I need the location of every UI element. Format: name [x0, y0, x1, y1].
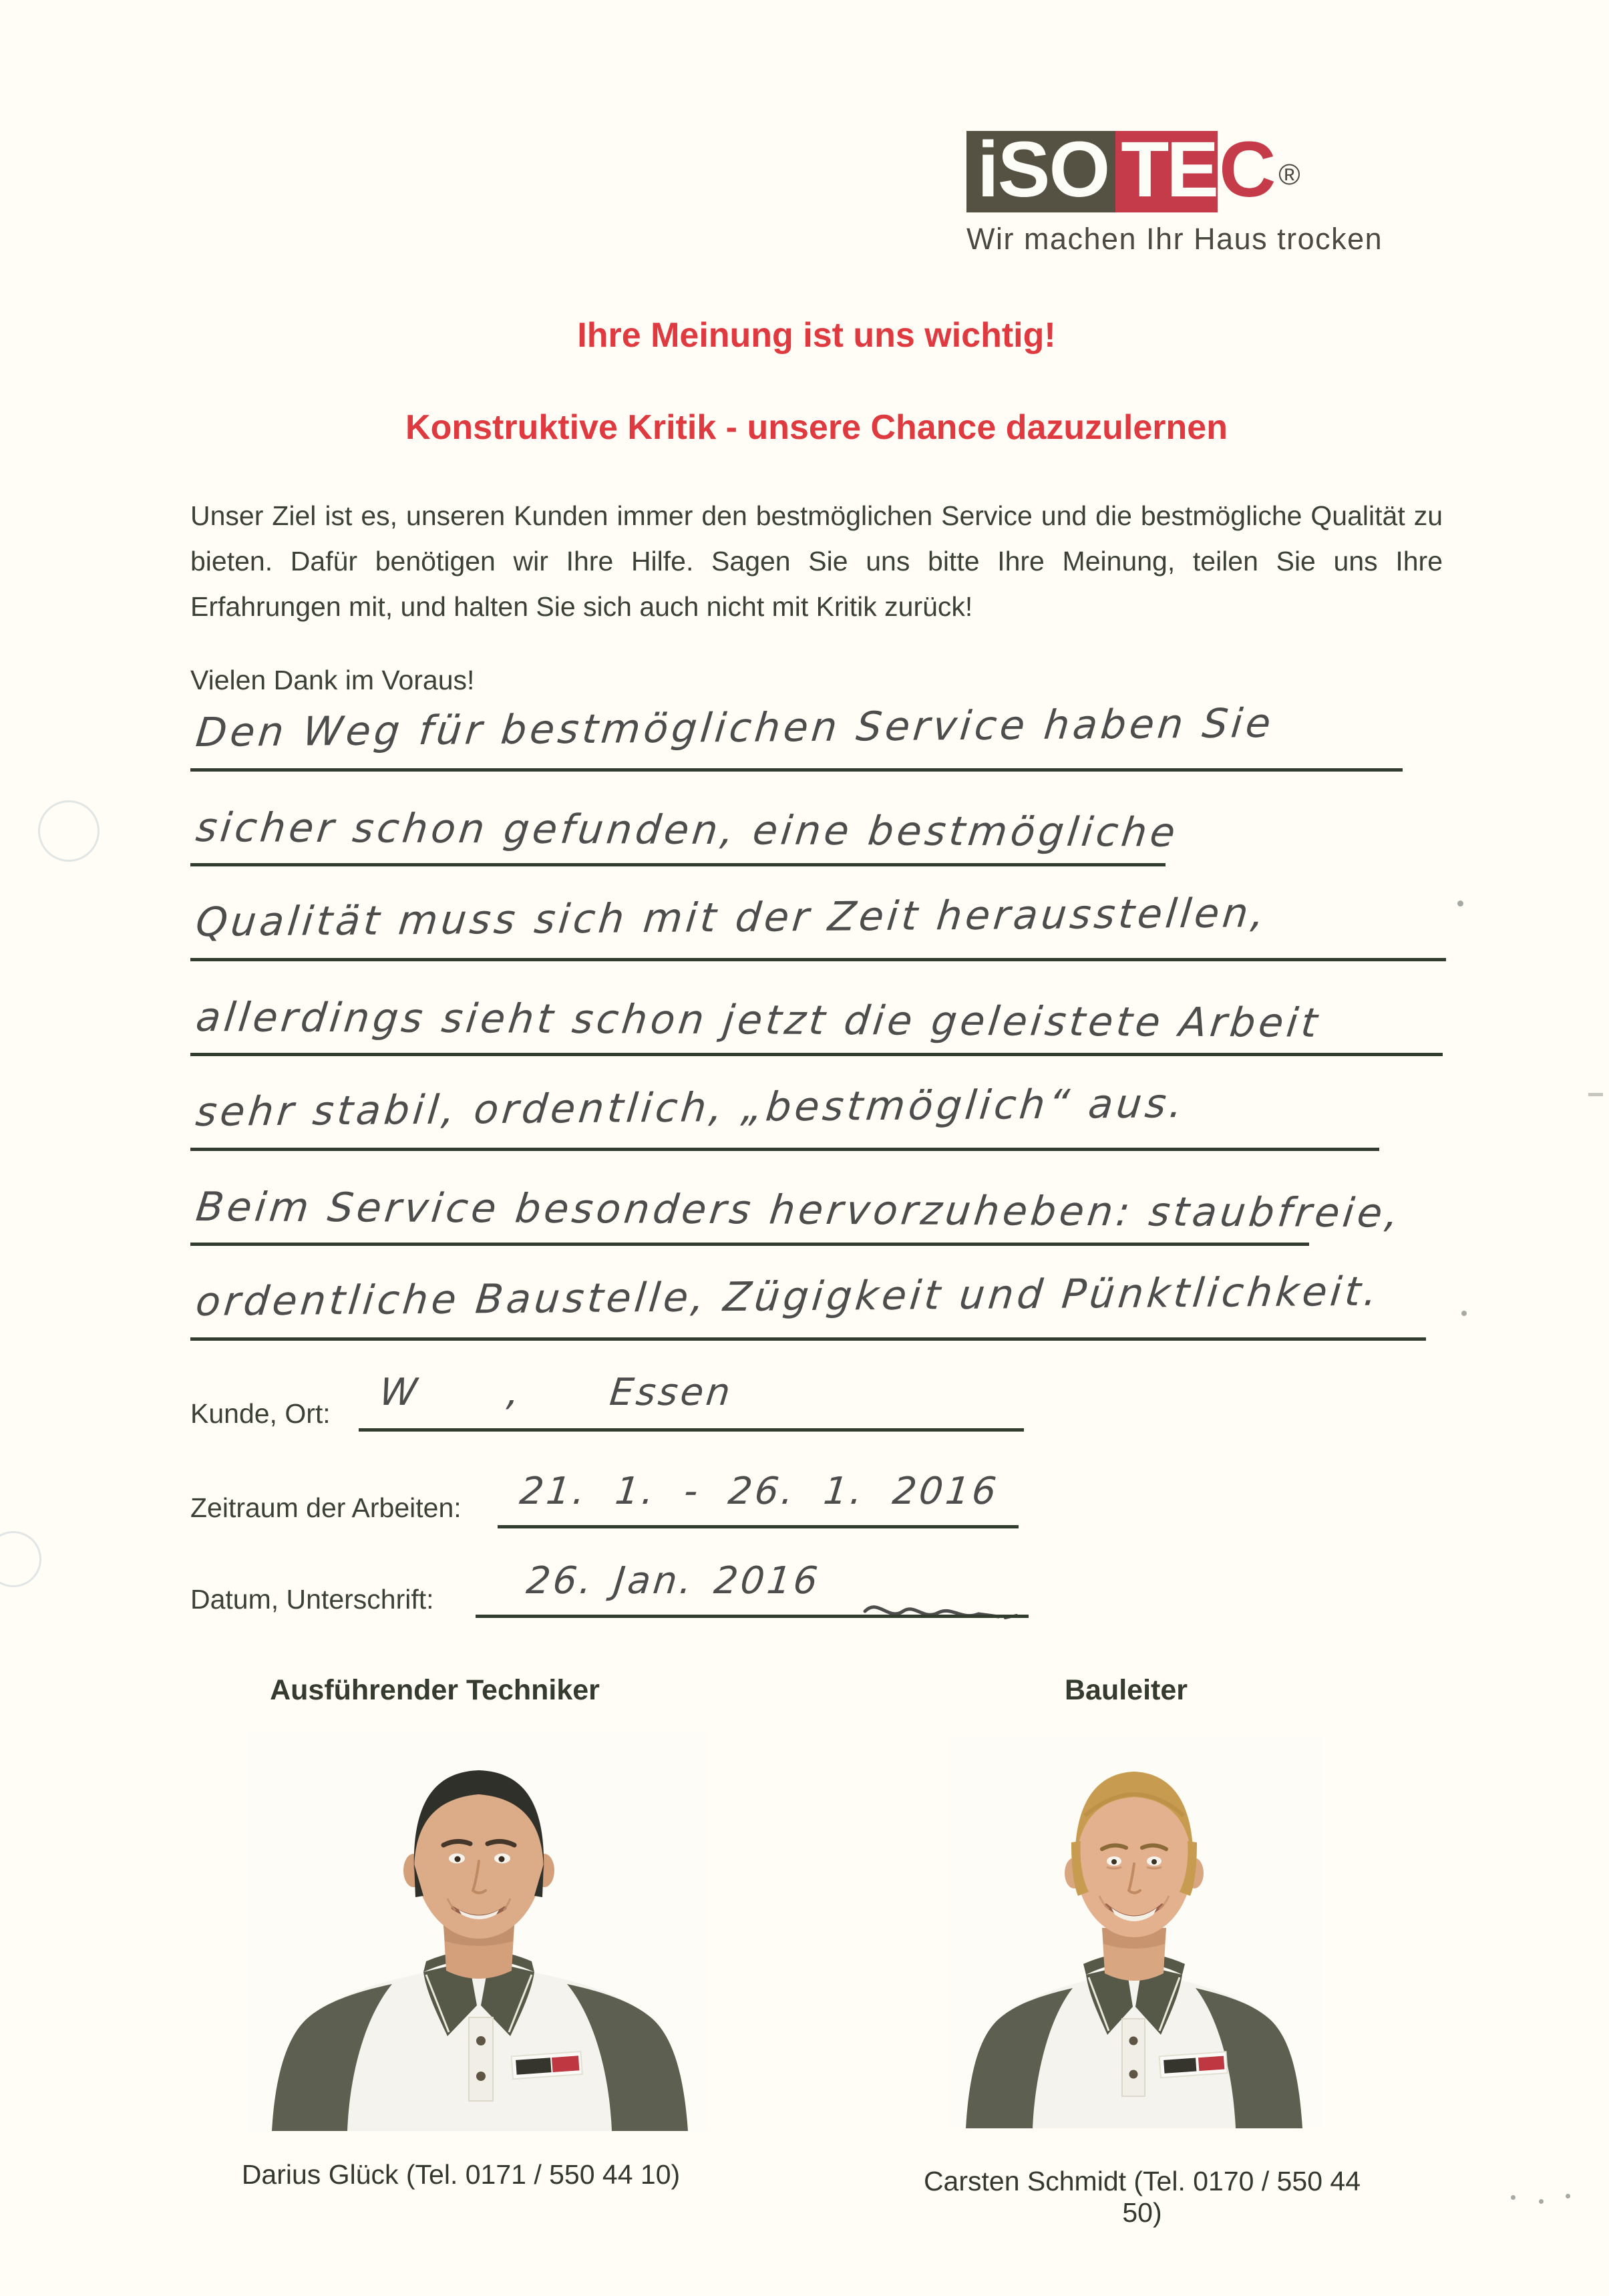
field-value-datum: 26. Jan. 2016: [524, 1559, 823, 1603]
logo-c-letter: C: [1219, 126, 1276, 214]
isotec-logo: [966, 126, 1383, 257]
feedback-line: Den Weg für bestmöglichen Service haben Sie: [194, 699, 1276, 756]
field-label-kunde-ort: Kunde, Ort:: [190, 1398, 331, 1429]
staff-role-bauleiter: Bauleiter: [1064, 1674, 1188, 1706]
logo-tec-block: TE: [1115, 131, 1218, 212]
ruled-line: [190, 1243, 1309, 1246]
ruled-line: [190, 1053, 1443, 1056]
technician-photo: [248, 1730, 709, 2131]
scan-speck: [1588, 1093, 1603, 1096]
chest-logo-mark: [1159, 2052, 1228, 2078]
scan-speck: [1539, 2199, 1544, 2204]
scan-speck: [1457, 900, 1463, 907]
field-value-zeitraum: 21. 1. - 26. 1. 2016: [518, 1470, 1001, 1513]
feedback-line: allerdings sieht schon jetzt die geleistete Arbeit: [194, 994, 1323, 1047]
punch-hole-mark: [38, 800, 100, 862]
chest-logo-mark: [512, 2052, 582, 2079]
thanks-note: Vielen Dank im Voraus!: [190, 665, 475, 695]
intro-paragraph: Unser Ziel ist es, unseren Kunden immer den bestmöglichen Service und die bestmögliche Qualität zu bieten. Dafür benötigen wir Ihre Hilfe. Sagen Sie uns bitte Ihre Meinung, teilen Sie uns Ihre Erfahrungen mit, und halten Sie sich auch nicht mit Kritik zurück!: [190, 500, 1443, 622]
heading-main: Ihre Meinung ist uns wichtig!: [577, 316, 1056, 355]
ruled-line: [190, 863, 1166, 866]
bauleiter-caption: Carsten Schmidt (Tel. 0170 / 550 44 50): [923, 2166, 1361, 2228]
technician-caption: Darius Glück (Tel. 0171 / 550 44 10): [241, 2159, 681, 2190]
logo-iso-block: iSO: [966, 131, 1115, 212]
field-label-zeitraum: Zeitraum der Arbeiten:: [190, 1492, 462, 1523]
punch-hole-mark: [0, 1531, 41, 1587]
feedback-line: sehr stabil, ordentlich, „bestmöglich“ aus.: [194, 1080, 1188, 1136]
field-underline: [476, 1615, 1029, 1618]
logo-tagline: Wir machen Ihr Haus trocken: [966, 222, 1383, 256]
ruled-line: [190, 768, 1403, 772]
staff-role-techniker: Ausführender Techniker: [270, 1674, 600, 1706]
feedback-line: Qualität muss sich mit der Zeit herausstellen,: [194, 890, 1270, 946]
ruled-line: [190, 958, 1446, 961]
field-underline: [359, 1428, 1024, 1432]
feedback-line: ordentliche Baustelle, Zügigkeit und Pünktlichkeit.: [194, 1268, 1383, 1325]
ruled-line: [190, 1148, 1379, 1151]
isotec-wordmark: [966, 126, 1383, 214]
heading-sub: Konstruktive Kritik - unsere Chance dazuzulernen: [405, 408, 1228, 447]
bauleiter-photo: [947, 1736, 1321, 2128]
feedback-line: Beim Service besonders hervorzuheben: staubfreie,: [194, 1184, 1405, 1237]
signature-squiggle: [862, 1591, 1029, 1631]
registered-trademark-icon: ®: [1278, 158, 1300, 191]
field-underline: [498, 1525, 1019, 1528]
ruled-line: [190, 1337, 1426, 1341]
field-value-kunde-ort: W , Essen: [377, 1371, 735, 1414]
scan-speck: [1511, 2195, 1515, 2200]
scan-speck: [1566, 2194, 1570, 2198]
feedback-line: sicher schon gefunden, eine bestmögliche: [194, 804, 1181, 856]
scan-speck: [1461, 1311, 1467, 1316]
field-label-datum-unterschrift: Datum, Unterschrift:: [190, 1584, 434, 1615]
